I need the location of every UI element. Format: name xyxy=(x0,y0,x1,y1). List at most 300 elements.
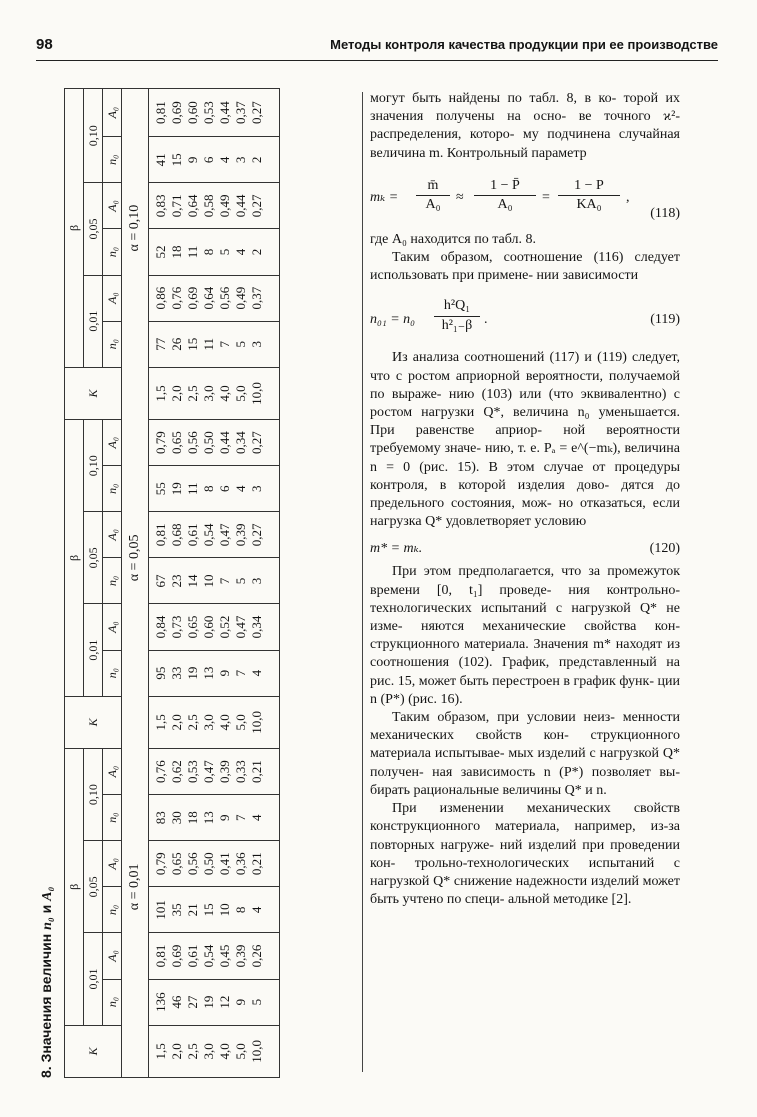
header-beta-value: 0,01 xyxy=(84,275,103,367)
header-row-vars xyxy=(103,89,122,1078)
table-cell-value: 15 xyxy=(185,337,200,351)
header-k: K xyxy=(65,696,122,748)
table-cell-value: 13 xyxy=(201,666,216,680)
table-cell-value: 26 xyxy=(169,337,184,351)
n0-column xyxy=(149,137,280,183)
table-cell-value: 19 xyxy=(201,995,216,1009)
header-row-beta-values xyxy=(84,89,103,1078)
table-cell-value: 11 xyxy=(185,482,200,496)
k-column xyxy=(149,1025,280,1077)
header-rule xyxy=(36,60,718,61)
table-cell-value: 0,27 xyxy=(249,194,264,218)
header-row-beta xyxy=(65,89,84,1078)
table-cell-value: 4,0 xyxy=(217,1043,232,1060)
paragraph xyxy=(370,709,680,800)
table-cell-value: 55 xyxy=(153,482,168,496)
text-column xyxy=(370,90,680,909)
table-cell-value: 3 xyxy=(249,485,264,493)
header-n0: n₀ xyxy=(103,979,122,1025)
header-n0: n₀ xyxy=(103,795,122,841)
n0-column xyxy=(149,229,280,275)
a0-column xyxy=(149,183,280,229)
table-cell-value: 7 xyxy=(217,577,232,585)
table-cell-value: 0,71 xyxy=(169,194,184,218)
table-cell-value: 4 xyxy=(249,814,264,821)
table-cell-value: 0,21 xyxy=(249,852,264,876)
eq-body: m* = mₖ. xyxy=(370,541,423,557)
table-cell-value: 1,5 xyxy=(153,714,168,731)
denominator: KA₀ xyxy=(576,197,602,213)
header-beta-value: 0,10 xyxy=(84,420,103,512)
caption-text: Значения величин xyxy=(38,933,54,1063)
n0-column xyxy=(149,979,280,1025)
equation-number: (118) xyxy=(650,205,680,221)
table-cell-value: 52 xyxy=(153,245,168,259)
text-line: m* находят из соотношения (102). xyxy=(370,637,680,671)
header-n0: n₀ xyxy=(103,466,122,512)
table-cell-value: 0,49 xyxy=(233,286,248,310)
table-cell-value: 46 xyxy=(169,995,184,1009)
table-cell-value: 11 xyxy=(201,337,216,351)
paragraph xyxy=(370,90,680,163)
table-cell-value: 3 xyxy=(249,577,264,585)
table-cell-value: 0,44 xyxy=(217,101,232,125)
caption-and: и xyxy=(38,904,54,914)
table-cell-value: 0,34 xyxy=(233,431,248,455)
table-cell-value: 6 xyxy=(201,156,216,164)
table-cell-value: 4,0 xyxy=(217,385,232,402)
table-cell-value: 0,54 xyxy=(201,523,216,547)
header-beta: β xyxy=(65,89,84,368)
a0-column xyxy=(149,749,280,795)
header-beta-value: 0,01 xyxy=(84,604,103,696)
table-cell-value: 67 xyxy=(153,574,168,588)
table-cell-value: 0,26 xyxy=(249,944,264,968)
table-cell-value: 9 xyxy=(217,814,232,821)
table-cell-value: 9 xyxy=(185,156,200,164)
table-cell-value: 0,81 xyxy=(153,944,168,968)
eq-comma: , xyxy=(626,189,630,205)
header-a0: A₀ xyxy=(103,841,122,887)
a0-column xyxy=(149,841,280,887)
table-cell-value: 1,5 xyxy=(153,1043,168,1060)
data-row xyxy=(149,89,280,1078)
table-cell-value: 0,50 xyxy=(201,431,216,455)
table-cell-value: 19 xyxy=(169,482,184,496)
table-cell-value: 83 xyxy=(153,811,168,825)
caption-var-a0: A₀ xyxy=(40,886,55,901)
table-cell-value: 0,21 xyxy=(249,760,264,783)
table-cell-value: 3,0 xyxy=(201,1043,216,1060)
table-cell-value: 101 xyxy=(153,900,168,920)
text-line: струкционного материала испытывае- xyxy=(370,728,681,762)
table-cell-value: 0,53 xyxy=(185,760,200,783)
fraction xyxy=(474,177,536,214)
paragraph: где A₀ находится по табл. 8. xyxy=(370,231,536,247)
text-line: трольно-технологических испытаний с xyxy=(414,855,681,871)
header-n0: n₀ xyxy=(103,137,122,183)
text-line: му подчинена случайная величина m. xyxy=(370,127,680,161)
table-cell-value: 0,61 xyxy=(185,523,200,547)
text-line: нию, т. е. Pₐ = e^(−mₖ), величина n = 0 xyxy=(370,441,680,475)
a0-column xyxy=(149,275,280,321)
text-line: уменьшается. При равенстве априор- xyxy=(370,405,680,439)
text-line: График, представленный на рис. 15, xyxy=(370,655,680,689)
header-a0: A₀ xyxy=(103,89,122,137)
header-beta-value: 0,10 xyxy=(84,89,103,183)
table-cell-value: 0,79 xyxy=(153,852,168,876)
table-cell-value: 5,0 xyxy=(233,1043,248,1060)
header-a0: A₀ xyxy=(103,604,122,650)
text-line: свойств конструкционного материала, xyxy=(370,801,680,835)
table-cell-value: 23 xyxy=(169,574,184,588)
numerator: 1 − P̄ xyxy=(474,177,536,196)
table-cell-value: 0,56 xyxy=(185,431,200,455)
alpha-row xyxy=(122,89,149,1078)
a0-column xyxy=(149,604,280,650)
text-line: струкционного материала. Значения xyxy=(370,637,589,653)
text-line: Контрольный параметр xyxy=(446,145,587,161)
header-beta-value: 0,01 xyxy=(84,933,103,1025)
fraction xyxy=(558,177,620,214)
numerator: m̄ xyxy=(416,177,450,196)
table-cell-value: 4,0 xyxy=(217,714,232,731)
text-line: но отказаться, если нагрузка Q* xyxy=(370,496,680,530)
text-line: мых изделий с нагрузкой Q* получен- xyxy=(370,746,681,780)
text-line: нагрузкой Q* снижение надежности xyxy=(370,873,588,889)
eq-lhs: n₀₁ = n₀ xyxy=(370,312,416,328)
table-cell-value: 12 xyxy=(217,995,232,1009)
table-cell-value: 0,56 xyxy=(185,852,200,876)
n0-column xyxy=(149,795,280,841)
table-cell-value: 4 xyxy=(233,485,248,493)
table-cell-value: 2,5 xyxy=(185,714,200,731)
table-cell-value: 2,0 xyxy=(169,1043,184,1060)
text-line: Таким образом, соотношение (116) xyxy=(392,250,624,266)
table-cell-value: 13 xyxy=(201,811,216,825)
text-line: ния контрольно-технологических xyxy=(370,582,681,616)
table-cell-value: 0,86 xyxy=(153,286,168,310)
text-line: удовлетворяет условию xyxy=(445,514,587,530)
table-cell-value: 0,34 xyxy=(249,615,264,639)
table-cell-value: 0,64 xyxy=(201,286,216,310)
table-cell-value: 4 xyxy=(249,906,264,914)
table-cell-value: 0,44 xyxy=(233,194,248,218)
table-cell-value: 7 xyxy=(217,340,232,348)
eq-lhs: mₖ = xyxy=(370,189,399,205)
table-cell-value: 27 xyxy=(185,995,200,1009)
text-line: следует использовать при примене- xyxy=(370,250,680,284)
equation-number: (120) xyxy=(649,541,680,557)
table-cell-value: 10,0 xyxy=(249,1039,264,1063)
table-cell-value: 9 xyxy=(217,669,232,677)
table-cell-value: 0,27 xyxy=(249,431,264,455)
table-cell-value: 2 xyxy=(249,248,264,256)
table-cell-value: 0,69 xyxy=(169,944,184,968)
header-n0: n₀ xyxy=(103,558,122,604)
text-line: торой их значения получены на осно- xyxy=(370,91,680,125)
text-line: ний изделий при проведении кон- xyxy=(370,837,681,871)
table-cell-value: 0,39 xyxy=(217,760,232,783)
text-line: менности механических свойств кон- xyxy=(370,710,680,744)
table-cell-value: 0,68 xyxy=(169,523,184,547)
table-cell-value: 5 xyxy=(233,577,248,585)
table-cell-value: 0,47 xyxy=(201,760,216,783)
header-n0: n₀ xyxy=(103,321,122,367)
n0-column xyxy=(149,321,280,367)
page-header xyxy=(36,36,718,54)
alpha-label: α = 0,10 xyxy=(122,89,149,368)
page-number: 98 xyxy=(36,36,53,53)
table-cell-value: 95 xyxy=(153,666,168,680)
table-cell-value: 0,73 xyxy=(169,615,184,639)
numerator: h²Q₁ xyxy=(434,297,480,316)
table-cell-value: 0,27 xyxy=(249,101,264,125)
text-line: Таким образом, при условии неиз- xyxy=(392,710,615,726)
text-line: бирать рациональные величины Q* и n. xyxy=(370,782,607,798)
table-cell-value: 0,84 xyxy=(153,615,168,639)
table-cell-value: 0,27 xyxy=(249,523,264,547)
header-n0: n₀ xyxy=(103,887,122,933)
denominator: A₀ xyxy=(425,197,441,213)
table-cell-value: 5 xyxy=(233,340,248,348)
table-cell-value: 2,0 xyxy=(169,385,184,402)
table-cell-value: 10,0 xyxy=(249,382,264,405)
table-cell-value: 0,37 xyxy=(233,101,248,125)
text-line: изделий может быть учтено по специ- xyxy=(370,873,681,908)
text-line: (рис. 15). В этом случае от процедуры xyxy=(419,459,680,475)
table-cell-value: 2,5 xyxy=(185,385,200,402)
table-cell-value: 10 xyxy=(201,574,216,588)
n0-column xyxy=(149,887,280,933)
text-line: нию (103) или (что эквивалентно) с xyxy=(448,386,680,402)
header-k: K xyxy=(65,367,122,419)
table-8-container xyxy=(36,88,356,1078)
k-column xyxy=(149,696,280,748)
paragraph xyxy=(370,249,680,285)
table-cell-value: 0,69 xyxy=(169,101,184,125)
text-line: При изменении механических xyxy=(392,801,611,817)
header-beta: β xyxy=(65,420,84,697)
approx-sign: ≈ xyxy=(456,189,464,205)
column-separator xyxy=(362,92,363,1072)
table-cell-value: 41 xyxy=(153,153,168,167)
table-cell-value: 0,39 xyxy=(233,523,248,547)
values-table xyxy=(64,88,280,1078)
header-beta: β xyxy=(65,749,84,1026)
table-cell-value: 10,0 xyxy=(249,711,264,734)
table-cell-value: 0,47 xyxy=(233,615,248,639)
header-a0: A₀ xyxy=(103,933,122,979)
table-cell-value: 3 xyxy=(233,156,248,164)
equation-number: (119) xyxy=(650,312,680,328)
table-cell-value: 18 xyxy=(169,245,184,259)
header-a0: A₀ xyxy=(103,275,122,321)
text-line: ной вероятности требуемому значе- xyxy=(370,423,680,457)
table-cell-value: 0,65 xyxy=(169,852,184,876)
table-cell-value: 1,5 xyxy=(153,385,168,402)
denominator: h²₁₋β xyxy=(441,317,473,333)
paragraph xyxy=(370,349,680,531)
table-cell-value: 0,53 xyxy=(201,101,216,125)
n0-column xyxy=(149,466,280,512)
table-cell-value: 0,37 xyxy=(249,286,264,310)
text-line: (119) следует, что с ростом априорной xyxy=(370,350,680,384)
table-cell-value: 9 xyxy=(233,998,248,1006)
table-cell-value: 2 xyxy=(249,156,264,164)
table-cell-value: 6 xyxy=(217,485,232,493)
table-cell-value: 0,44 xyxy=(217,431,232,455)
equation-120 xyxy=(370,537,680,563)
table-cell-value: 136 xyxy=(153,992,168,1012)
text-line: ве точного ϰ²-распределения, которо- xyxy=(370,109,680,143)
paragraph xyxy=(370,563,680,709)
table-cell-value: 5,0 xyxy=(233,714,248,731)
table-cell-value: 21 xyxy=(185,903,200,917)
fraction xyxy=(434,297,480,334)
alpha-label: α = 0,01 xyxy=(122,749,149,1026)
a0-column xyxy=(149,89,280,137)
table-cell-value: 0,47 xyxy=(217,523,232,547)
n0-column xyxy=(149,558,280,604)
table-cell-value: 18 xyxy=(185,811,200,825)
k-column xyxy=(149,367,280,419)
table-cell-value: 5,0 xyxy=(233,385,248,402)
table-cell-value: 0,65 xyxy=(169,431,184,455)
table-cell-value: 0,60 xyxy=(185,101,200,125)
table-cell-value: 8 xyxy=(201,248,216,256)
paragraph xyxy=(370,800,680,909)
table-cell-value: 0,76 xyxy=(169,286,184,310)
table-cell-value: 0,83 xyxy=(153,194,168,218)
a0-column xyxy=(149,933,280,979)
table-cell-value: 0,39 xyxy=(233,944,248,968)
text-line: ростом нагрузки Q*, величина n₀ xyxy=(370,405,590,421)
table-cell-value: 7 xyxy=(233,814,248,821)
table-cell-value: 2,5 xyxy=(185,1043,200,1060)
table-cell-value: 15 xyxy=(201,903,216,917)
alpha-label: α = 0,05 xyxy=(122,420,149,697)
equation-119 xyxy=(370,291,680,347)
table-cell-value: 4 xyxy=(249,669,264,677)
table-cell-value: 0,62 xyxy=(169,760,184,783)
table-cell-value: 0,60 xyxy=(201,615,216,639)
table-cell-value: 0,33 xyxy=(233,760,248,783)
text-line: няются механические свойства кон- xyxy=(420,619,680,635)
header-n0: n₀ xyxy=(103,650,122,696)
running-head: Методы контроля качества продукции при ее производстве xyxy=(330,37,718,52)
table-cell-value: 77 xyxy=(153,337,168,351)
a0-column xyxy=(149,420,280,466)
table-cell-value: 35 xyxy=(169,903,184,917)
table-cell-value: 0,79 xyxy=(153,431,168,455)
table-cell-value: 0,76 xyxy=(153,760,168,783)
text-line: промежуток времени [0, t₁] проведе- xyxy=(370,564,681,598)
n0-column xyxy=(149,650,280,696)
caption-var-n0: n₀ xyxy=(40,917,55,930)
table-cell-value: 0,45 xyxy=(217,944,232,968)
text-line: могут быть найдены по табл. 8, в ко- xyxy=(370,91,617,106)
table-cell-value: 0,49 xyxy=(217,194,232,218)
table-cell-value: 3,0 xyxy=(201,385,216,402)
header-n0: n₀ xyxy=(103,229,122,275)
caption-number: 8. xyxy=(38,1066,54,1078)
table-caption xyxy=(38,887,56,1078)
header-a0: A₀ xyxy=(103,420,122,466)
table-cell-value: 0,52 xyxy=(217,615,232,639)
table-cell-value: 0,50 xyxy=(201,852,216,876)
header-a0: A₀ xyxy=(103,183,122,229)
table-cell-value: 4 xyxy=(217,156,232,164)
table-cell-value: 4 xyxy=(233,248,248,256)
numerator: 1 − P xyxy=(558,177,620,196)
text-line: нии зависимости xyxy=(536,268,639,284)
text-line: контроля, в которой изделия дово- xyxy=(370,477,610,493)
table-cell-value: 10 xyxy=(217,903,232,917)
table-cell-value: 3 xyxy=(249,340,264,348)
a0-column xyxy=(149,512,280,558)
table-cell-value: 7 xyxy=(233,669,248,677)
text-line: ции n (P*) (рис. 16). xyxy=(370,673,681,707)
table-cell-value: 0,54 xyxy=(201,944,216,968)
table-cell-value: 8 xyxy=(233,906,248,914)
header-k: K xyxy=(65,1025,122,1077)
text-line: может быть перестроен в график функ- xyxy=(418,673,654,689)
table-cell-value: 19 xyxy=(185,666,200,680)
table-cell-value: 8 xyxy=(201,485,216,493)
table-cell-value: 5 xyxy=(249,998,264,1006)
header-beta-value: 0,10 xyxy=(84,749,103,841)
table-cell-value: 3,0 xyxy=(201,714,216,731)
equation-118 xyxy=(370,169,680,229)
table-cell-value: 0,61 xyxy=(185,944,200,968)
text-line: вероятности, получаемой по выраже- xyxy=(370,368,681,402)
table-cell-value: 0,69 xyxy=(185,286,200,310)
denominator: A₀ xyxy=(497,197,513,213)
table-cell-value: 30 xyxy=(169,811,184,825)
fraction xyxy=(416,177,450,214)
table-cell-value: 0,64 xyxy=(185,194,200,218)
table-cell-value: 0,65 xyxy=(185,615,200,639)
text-line: альной методике [2]. xyxy=(507,892,632,908)
text-line: дятся до предельного состояния, мож- xyxy=(370,477,680,512)
table-cell-value: 0,56 xyxy=(217,286,232,310)
text-line: ная зависимость n (P*) позволяет вы- xyxy=(432,764,680,780)
text-line: например, из-за повторных нагруже- xyxy=(370,819,681,853)
table-cell-value: 14 xyxy=(185,574,200,588)
text-line: Из анализа соотношений (117) и xyxy=(392,350,592,366)
header-beta-value: 0,05 xyxy=(84,183,103,275)
table-cell-value: 15 xyxy=(169,153,184,167)
table-cell-value: 5 xyxy=(217,248,232,256)
header-a0: A₀ xyxy=(103,749,122,795)
table-cell-value: 0,81 xyxy=(153,523,168,547)
table-cell-value: 0,36 xyxy=(233,852,248,876)
header-beta-value: 0,05 xyxy=(84,841,103,933)
table-cell-value: 0,81 xyxy=(153,101,168,125)
table-8-rotated xyxy=(36,88,356,1078)
text-line: испытаний с нагрузкой Q* не изме- xyxy=(370,600,681,635)
table-cell-value: 2,0 xyxy=(169,714,184,731)
eq-period: . xyxy=(484,312,488,328)
header-a0: A₀ xyxy=(103,512,122,558)
header-beta-value: 0,05 xyxy=(84,512,103,604)
table-cell-value: 0,58 xyxy=(201,194,216,218)
text-line: При этом предполагается, что за xyxy=(392,564,601,580)
table-cell-value: 11 xyxy=(185,245,200,259)
table-cell-value: 0,41 xyxy=(217,852,232,876)
table-cell-value: 33 xyxy=(169,666,184,680)
